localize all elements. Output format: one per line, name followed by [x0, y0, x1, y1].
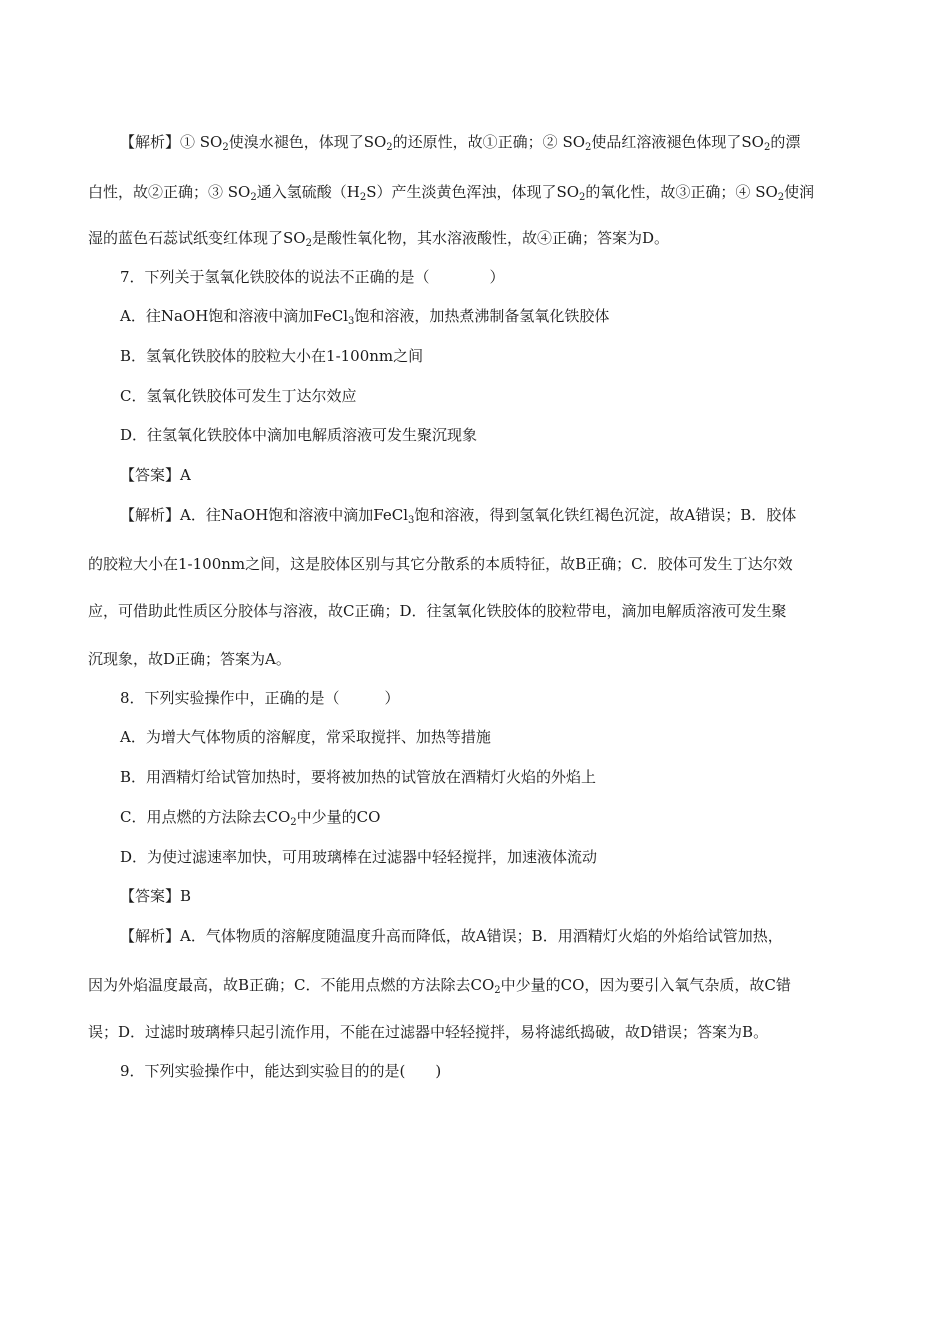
q9-stem: 9．下列实验操作中，能达到实验目的的是( ) — [120, 1062, 442, 1080]
text: A．往NaOH饱和溶液中滴加FeCl — [120, 307, 349, 325]
q7-analysis-line-2: 的胶粒大小在1-100nm之间，这是胶体区别与其它分散系的本质特征，故B正确；C．胶体可发生丁达尔效 — [88, 555, 793, 573]
q8-stem: 8．下列实验操作中，正确的是（ ） — [120, 689, 400, 707]
text: 是酸性氧化物，其水溶液酸性，故④正确；答案为D。 — [311, 229, 669, 247]
q6-analysis-line-2 — [88, 182, 814, 202]
text: C．用点燃的方法除去CO — [120, 808, 291, 826]
q7-analysis-line-1 — [120, 505, 796, 525]
text: 中少量的CO — [296, 808, 381, 826]
text: 使溴水褪色，体现了SO — [228, 133, 387, 151]
q7-answer: 【答案】A — [120, 466, 191, 484]
q7-option-d: D．往氢氧化铁胶体中滴加电解质溶液可发生聚沉现象 — [120, 426, 478, 444]
text: 使润 — [784, 183, 815, 201]
q6-analysis-line-3 — [88, 228, 669, 248]
q8-analysis-line-3: 误；D．过滤时玻璃棒只起引流作用，不能在过滤器中轻轻搅拌，易将滤纸捣破，故D错误；答案为B。 — [88, 1023, 769, 1041]
text: 的氧化性，故③正确；④ SO — [585, 183, 778, 201]
q8-analysis-line-2 — [88, 975, 791, 995]
q7-option-b: B．氢氧化铁胶体的胶粒大小在1-100nm之间 — [120, 347, 424, 365]
subscript: 2 — [386, 142, 393, 153]
text: 的还原性，故①正确；② SO — [392, 133, 586, 151]
q7-analysis-line-4: 沉现象，故D正确；答案为A。 — [88, 650, 291, 668]
q7-option-c: C．氢氧化铁胶体可发生丁达尔效应 — [120, 387, 357, 405]
text: 湿的蓝色石蕊试纸变红体现了SO — [88, 229, 306, 247]
subscript: 3 — [408, 515, 415, 526]
text: 饱和溶液，加热煮沸制备氢氧化铁胶体 — [354, 307, 610, 325]
subscript: 3 — [348, 316, 355, 327]
subscript: 2 — [290, 817, 297, 828]
q7-stem: 7．下列关于氢氧化铁胶体的说法不正确的是（ ） — [120, 268, 505, 286]
text: 【解析】① SO — [120, 133, 223, 151]
q8-option-c — [120, 807, 380, 827]
subscript: 2 — [250, 192, 257, 203]
text: 【解析】A．往NaOH饱和溶液中滴加FeCl — [120, 506, 409, 524]
text: 白性，故②正确；③ SO — [88, 183, 251, 201]
subscript: 2 — [494, 985, 501, 996]
text: 的漂 — [770, 133, 801, 151]
text: 饱和溶液，得到氢氧化铁红褐色沉淀，故A错误；B．胶体 — [414, 506, 797, 524]
subscript: 2 — [579, 192, 586, 203]
q6-analysis-line-1 — [120, 132, 800, 152]
text: 因为外焰温度最高，故B正确；C．不能用点燃的方法除去CO — [88, 976, 495, 994]
q8-option-b: B．用酒精灯给试管加热时，要将被加热的试管放在酒精灯火焰的外焰上 — [120, 768, 597, 786]
subscript: 2 — [222, 142, 229, 153]
text: 使品红溶液褪色体现了SO — [591, 133, 764, 151]
q8-answer: 【答案】B — [120, 887, 192, 905]
text: 中少量的CO，因为要引入氧气杂质，故C错 — [500, 976, 791, 994]
q8-option-a: A．为增大气体物质的溶解度，常采取搅拌、加热等措施 — [120, 728, 491, 746]
subscript: 2 — [359, 192, 367, 203]
subscript: 2 — [585, 142, 592, 153]
subscript: 2 — [305, 238, 312, 249]
q7-option-a — [120, 306, 609, 326]
subscript: 2 — [763, 142, 771, 153]
q7-analysis-line-3: 应，可借助此性质区分胶体与溶液，故C正确；D．往氢氧化铁胶体的胶粒带电，滴加电解质溶液可发生聚 — [88, 602, 787, 620]
text: 通入氢硫酸（H — [256, 183, 360, 201]
subscript: 2 — [777, 192, 785, 203]
text: S）产生淡黄色浑浊，体现了SO — [366, 183, 580, 201]
q8-analysis-line-1: 【解析】A．气体物质的溶解度随温度升高而降低，故A错误；B．用酒精灯火焰的外焰给试管加热， — [120, 927, 783, 945]
q8-option-d: D．为使过滤速率加快，可用玻璃棒在过滤器中轻轻搅拌，加速液体流动 — [120, 848, 598, 866]
